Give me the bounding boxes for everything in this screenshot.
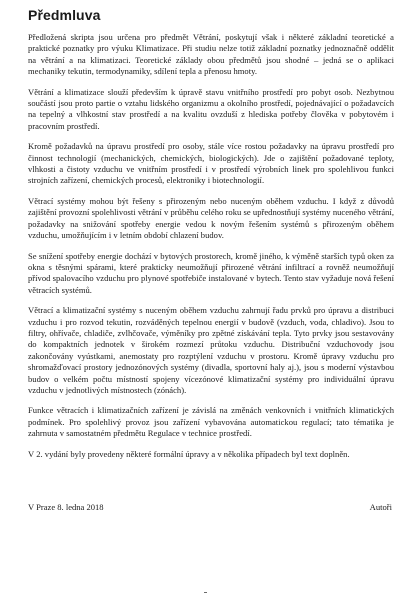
place-date: V Praze 8. ledna 2018: [28, 502, 104, 512]
page-mark: [204, 592, 207, 593]
paragraph-intro: Předložená skripta jsou určena pro předmět Větrání, poskytují však i některé základní teoretické a praktické poznatky pro výuku Klimatizace. Při studiu nelze totiž základní poznatky jednoznačně oddělit na větrání a na klimatizaci. Teoretické základy obou předmětů jsou shodné – jedná se o aplikaci mechaniky tekutin, termodynamiky, sdílení tepla a přenosu hmoty.: [28, 32, 394, 77]
paragraph-energy-saving: Se snížení spotřeby energie dochází v bytových prostorech, kromě jiného, k výměně starších typů oken za okna s těsnými spárami, které prakticky neumožňují přirozené větrání infiltrací a rovněž neumožňují přívod spalovacího vzduchu pro plynové spotřebiče instalované v bytech. Tento stav vyžaduje nová řešení větracích systémů.: [28, 250, 394, 295]
paragraph-technology-requirements: Kromě požadavků na úpravu prostředí pro osoby, stále více rostou požadavky na úpravu prostředí pro činnost technologií (mechanických, chemických, biologických). Jde o zajištění požadované teploty, vlhkosti a čistoty vzduchu ve vnitřním prostředí i v prostředí výrobních linek pro spolehlivou funkci strojních zařízení, chemických procesů, elektroniky i biotechnologií.: [28, 141, 394, 186]
authors: Autoři: [369, 502, 392, 512]
paragraph-ventilation-purpose: Větrání a klimatizace slouží především k úpravě stavu vnitřního prostředí pro pobyt osob. Nezbytnou součástí jsou proto partie o vztahu lidského organizmu a okolního prostředí, pojednávající o požadavcích na tepelný a vlhkostní stav prostředí a na kvalitu ovzduší z hlediska potřeby člověka v pobytovém i pracovním prostředí.: [28, 86, 394, 131]
paragraph-forced-circulation: Větrací a klimatizační systémy s nuceným oběhem vzduchu zahrnují řadu prvků pro úpravu a distribuci vzduchu i pro rozvod tekutin, rozváděných tepelnou energií v budově (vzduch, voda, chladivo). Jsou to filtry, ohřívače, chladiče, zvlhčovače, výměníky pro zpětné získávání tepla. Tyto prvky jsou sestavovány do kompaktních jednotek v širokém rozmezí průtoku vzduchu. Distribuční vzduchovody jsou zakončovány vyústkami, anemostaty pro rozptýlení vzduchu v prostoru. Kromě úpravy vzduchu pro shromažďovací prostory jednozónových systémy (divadla, sportovní haly aj.), jsou s moderní výstavbou budov o velkém počtu místností spojeny vícezónové klimatizační systémy pro individuální úpravu vzduchu v jednotlivých místnostech (zónách).: [28, 305, 394, 395]
page-title: Předmluva: [28, 7, 101, 23]
paragraph-regulation: Funkce větracích i klimatizačních zařízení je závislá na změnách venkovních i vnitřních klimatických podmínek. Pro spolehlivý provoz jsou zařízení vybavována automatickou regulací; tato tématika je zahrnuta v samostatném předmětu Regulace v technice prostředí.: [28, 405, 394, 439]
paragraph-ventilation-systems: Větrací systémy mohou být řešeny s přirozeným nebo nuceným oběhem vzduchu. I když z důvodů zajištění provozní spolehlivosti větrání v průběhu celého roku se upřednostňují systémy nuceného větrání, požadavky na snižování spotřeby energie vedou k novým řešením systémů s přirozeným oběhem vzduchu, umožňujícím i v letním období chlazení budov.: [28, 195, 394, 241]
paragraph-second-edition: V 2. vydání byly provedeny některé formální úpravy a v několika případech byl text doplněn.: [28, 448, 350, 459]
preface-page: [28, 6, 394, 469]
